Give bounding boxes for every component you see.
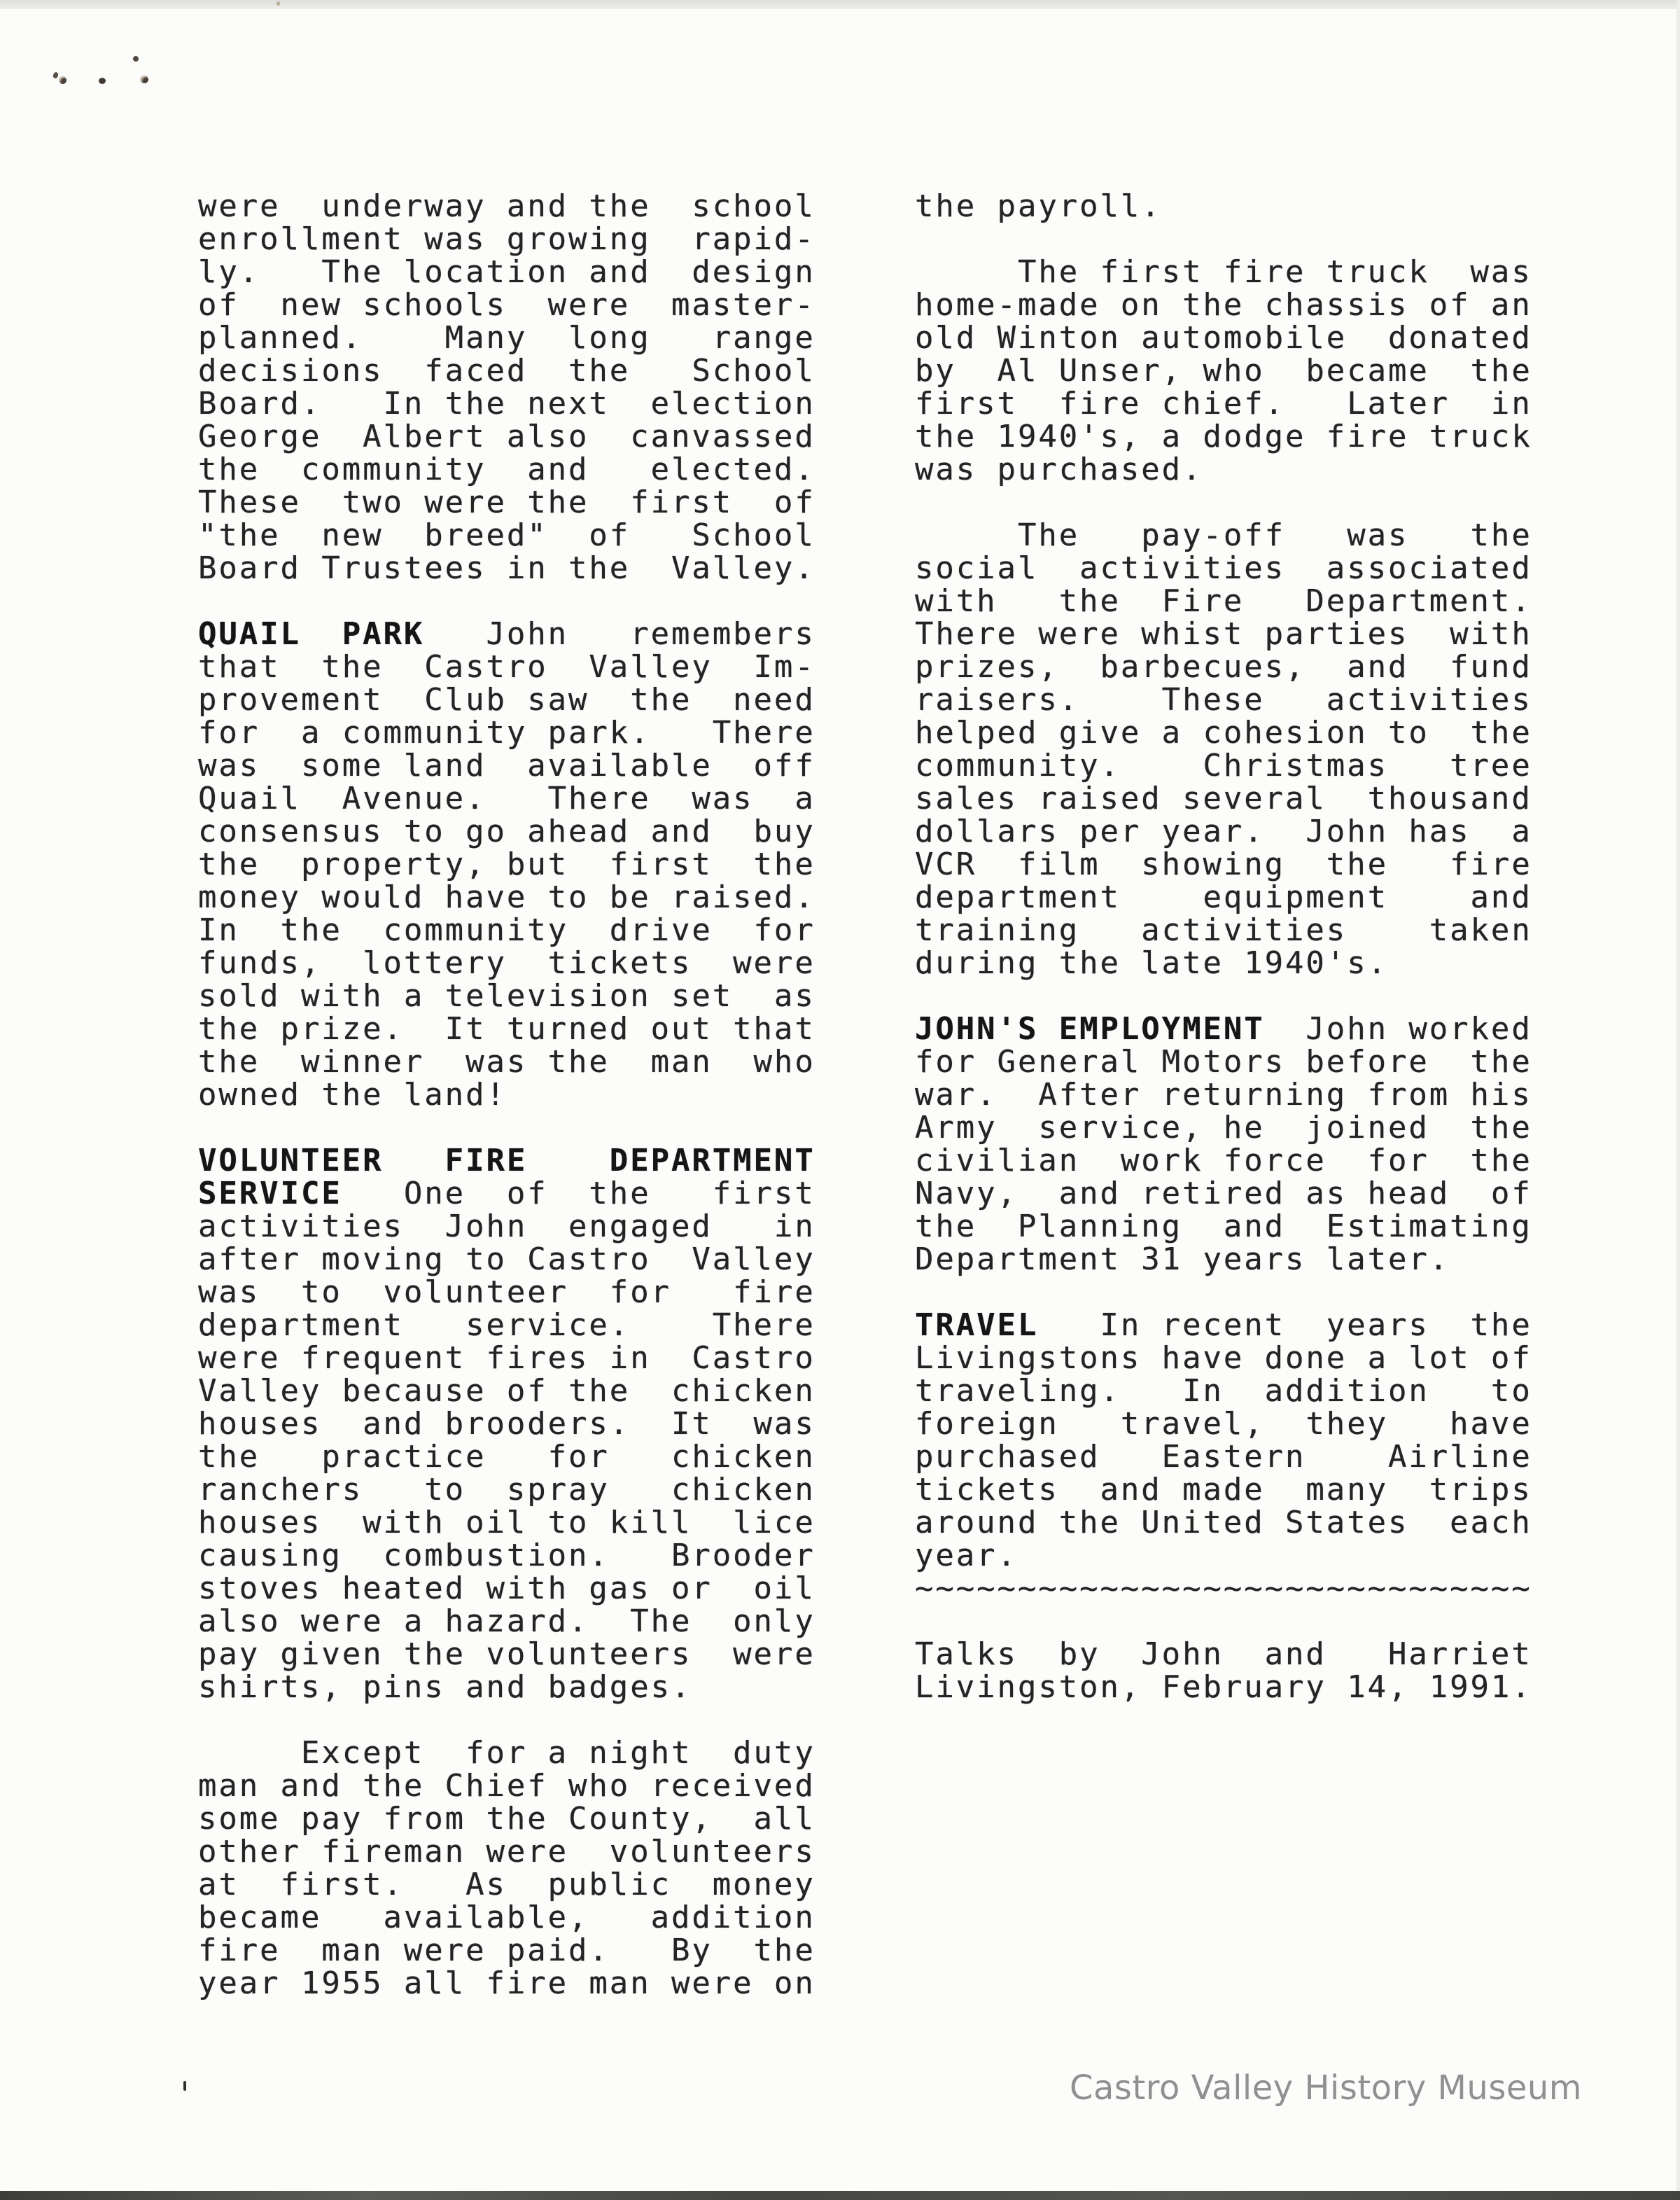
text-line: around the United States each [915, 1505, 1532, 1540]
text-line: traveling. In addition to [915, 1373, 1532, 1409]
left-text-column [198, 190, 816, 2000]
text-line: of new schools were master- [198, 287, 816, 323]
text-line: at first. As public money [198, 1867, 816, 1902]
text-line: was purchased. [915, 452, 1203, 487]
text-line: the payroll. [915, 188, 1162, 224]
section-heading: SERVICE [198, 1176, 342, 1211]
text-line: ranchers to spray chicken [198, 1472, 816, 1508]
text-line: old Winton automobile donated [915, 320, 1532, 356]
text-line: helped give a cohesion to the [915, 715, 1532, 751]
scan-edge-right [1676, 0, 1680, 2200]
section-heading: VOLUNTEER FIRE DEPARTMENT [198, 1143, 816, 1178]
text-line: planned. Many long range [198, 320, 816, 356]
right-text-column [915, 190, 1532, 1704]
text-line: were underway and the school [198, 188, 816, 224]
text-line: department equipment and [915, 879, 1532, 915]
text-line: shirts, pins and badges. [198, 1669, 692, 1705]
text-line: also were a hazard. The only [198, 1603, 816, 1639]
text-line: other fireman were volunteers [198, 1834, 816, 1870]
paper-speck [99, 78, 106, 84]
text-line: tickets and made many trips [915, 1472, 1532, 1508]
text-line: Board Trustees in the Valley. [198, 550, 816, 586]
text-line: owned the land! [198, 1077, 507, 1113]
text-line: by Al Unser, who became the [915, 353, 1532, 389]
text-line: purchased Eastern Airline [915, 1439, 1532, 1475]
text-line: TRAVEL In recent years the [915, 1307, 1532, 1343]
text-line: The pay-off was the [915, 517, 1532, 553]
text-line: dollars per year. John has a [915, 814, 1532, 849]
paragraph [915, 190, 1532, 223]
text-line: became available, addition [198, 1900, 816, 1935]
text-line: training activities taken [915, 912, 1532, 948]
text-line: decisions faced the School [198, 353, 816, 389]
text-line: enrollment was growing rapid- [198, 221, 816, 257]
text-line: JOHN'S EMPLOYMENT John worked [915, 1011, 1532, 1047]
text-line: pay given the volunteers were [198, 1636, 816, 1672]
museum-watermark-text: Castro Valley History Museum [1070, 2068, 1583, 2108]
text-line: Quail Avenue. There was a [198, 781, 816, 816]
text-line: George Albert also canvassed [198, 419, 816, 454]
text-line: the community and elected. [198, 452, 816, 487]
scan-edge-bottom [0, 2191, 1680, 2200]
text-line: In the community drive for [198, 912, 816, 948]
paper-speck [133, 56, 139, 62]
text-line: first fire chief. Later in [915, 386, 1532, 422]
text-line: provement Club saw the need [198, 682, 816, 718]
text-line: money would have to be raised. [198, 879, 816, 915]
text-line: SERVICE One of the first [198, 1176, 816, 1211]
text-line: VCR film showing the fire [915, 847, 1532, 882]
text-line: The first fire truck was [915, 254, 1532, 290]
text-line: war. After returning from his [915, 1077, 1532, 1113]
text-line: These two were the first of [198, 485, 816, 520]
paper-speck [59, 76, 66, 84]
paper-speck [140, 76, 148, 83]
section-heading: QUAIL PARK [198, 616, 425, 652]
text-line: some pay from the County, all [198, 1801, 816, 1837]
paragraph [198, 190, 816, 585]
text-line: year 1955 all fire man were on [198, 1965, 816, 2001]
paper-speck [276, 1, 280, 6]
text-line: activities John engaged in [198, 1209, 816, 1244]
paragraph [198, 618, 816, 1111]
section-heading: TRAVEL [915, 1307, 1039, 1343]
text-line: funds, lottery tickets were [198, 945, 816, 981]
text-line: were frequent fires in Castro [198, 1340, 816, 1376]
text-line: foreign travel, they have [915, 1406, 1532, 1442]
text-line: the winner was the man who [198, 1044, 816, 1080]
text-line: ly. The location and design [198, 254, 816, 290]
text-line: houses with oil to kill lice [198, 1505, 816, 1540]
text-line: Army service, he joined the [915, 1110, 1532, 1146]
text-line: Livingstons have done a lot of [915, 1340, 1532, 1376]
text-line: for a community park. There [198, 715, 816, 751]
text-line: stoves heated with gas or oil [198, 1571, 816, 1606]
paragraph [915, 1012, 1532, 1276]
text-line: man and the Chief who received [198, 1768, 816, 1804]
text-line: department service. There [198, 1307, 816, 1343]
text-line: consensus to go ahead and buy [198, 814, 816, 849]
text-line: Board. In the next election [198, 386, 816, 422]
paper-speck [52, 71, 59, 79]
paragraph [915, 1309, 1532, 1605]
scan-edge-top [0, 0, 1680, 9]
text-line: with the Fire Department. [915, 583, 1532, 619]
text-line: causing combustion. Brooder [198, 1538, 816, 1573]
text-line [198, 1144, 816, 1177]
text-line: community. Christmas tree [915, 748, 1532, 784]
section-heading: JOHN'S EMPLOYMENT [915, 1011, 1265, 1047]
paragraph [198, 1736, 816, 2000]
text-line: "the new breed" of School [198, 517, 816, 553]
text-line: after moving to Castro Valley [198, 1241, 816, 1277]
text-line: Department 31 years later. [915, 1241, 1450, 1277]
text-line: that the Castro Valley Im- [198, 649, 816, 685]
text-line: for General Motors before the [915, 1044, 1532, 1080]
paragraph [915, 256, 1532, 486]
text-line: Livingston, February 14, 1991. [915, 1669, 1532, 1705]
text-line: houses and brooders. It was [198, 1406, 816, 1442]
text-line: Except for a night duty [198, 1735, 816, 1771]
text-line: prizes, barbecues, and fund [915, 649, 1532, 685]
text-line: year. [915, 1538, 1018, 1573]
text-line: home-made on the chassis of an [915, 287, 1532, 323]
paragraph [915, 519, 1532, 980]
text-line: sales raised several thousand [915, 781, 1532, 816]
text-line: during the late 1940's. [915, 945, 1388, 981]
paper-speck [183, 2081, 186, 2091]
text-line: social activities associated [915, 550, 1532, 586]
text-line: the 1940's, a dodge fire truck [915, 419, 1532, 454]
text-line: ~~~~~~~~~~~~~~~~~~~~~~~~~~~~~~ [915, 1571, 1532, 1606]
text-line: was some land available off [198, 748, 816, 784]
text-line: was to volunteer for fire [198, 1274, 816, 1310]
text-line: Talks by John and Harriet [915, 1636, 1532, 1672]
text-line: There were whist parties with [915, 616, 1532, 652]
text-line: Navy, and retired as head of [915, 1176, 1532, 1211]
text-line: fire man were paid. By the [198, 1933, 816, 1968]
text-line: sold with a television set as [198, 978, 816, 1014]
text-line: the Planning and Estimating [915, 1209, 1532, 1244]
text-line: the property, but first the [198, 847, 816, 882]
text-line: civilian work force for the [915, 1143, 1532, 1178]
text-line: raisers. These activities [915, 682, 1532, 718]
text-line: QUAIL PARK John remembers [198, 616, 816, 652]
paragraph [915, 1638, 1532, 1704]
text-line: Valley because of the chicken [198, 1373, 816, 1409]
text-line: the prize. It turned out that [198, 1011, 816, 1047]
paragraph [198, 1144, 816, 1704]
text-line: the practice for chicken [198, 1439, 816, 1475]
